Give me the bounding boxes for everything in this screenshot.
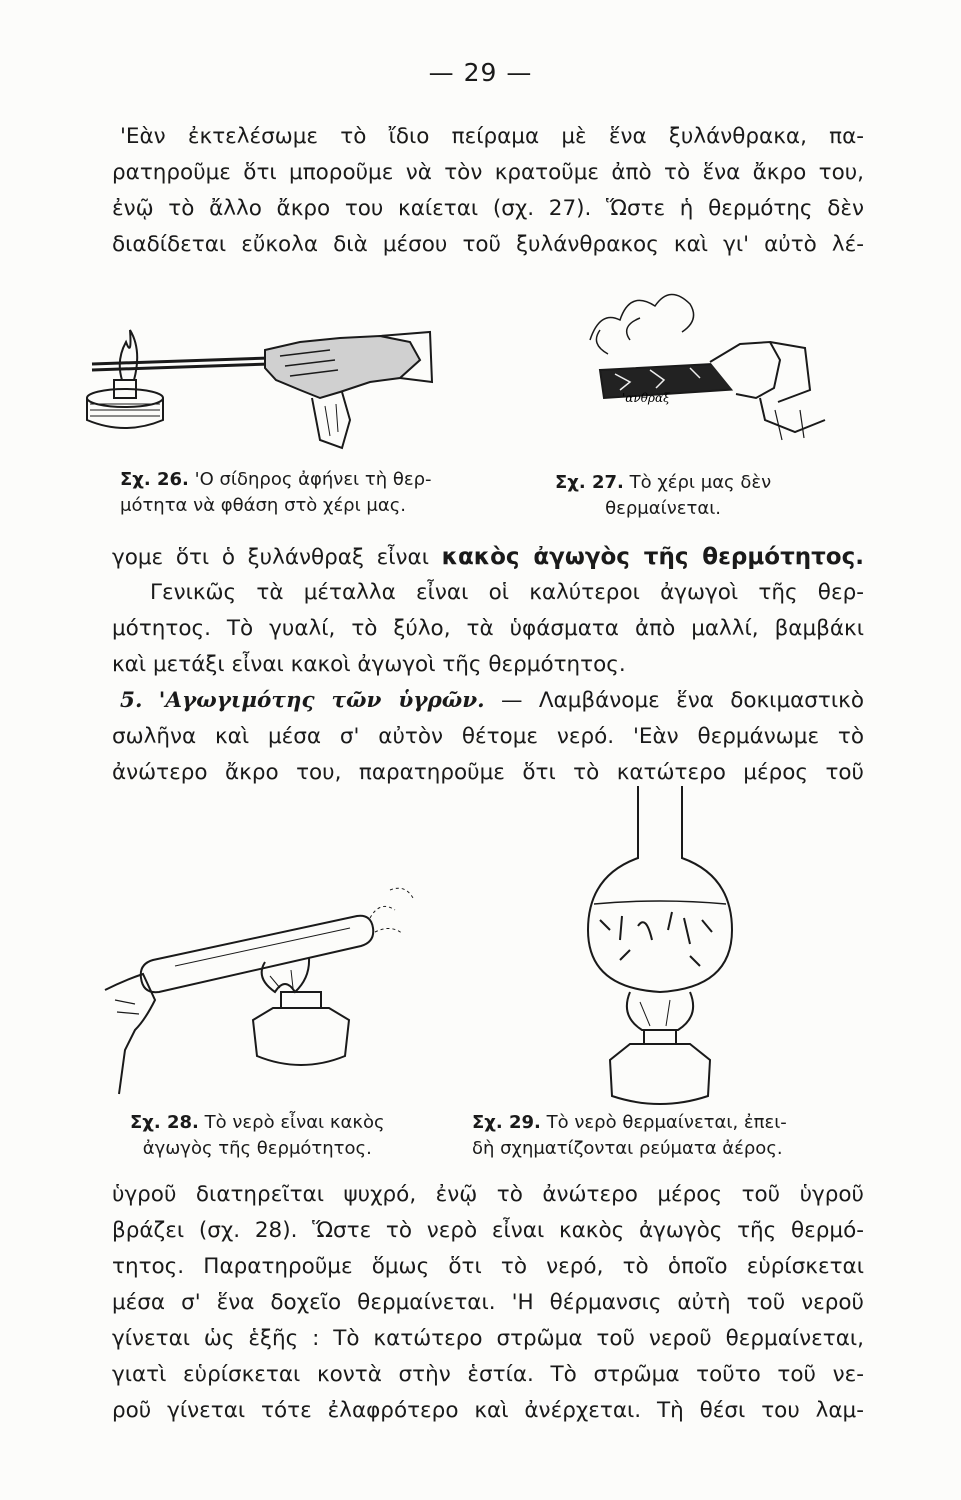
caption-figure-28 <box>130 1110 385 1162</box>
text-line: ἐνῷ τὸ ἄλλο ἄκρο του καίεται (σχ. 27). Ὥστε ἡ θερμότης δὲν <box>112 196 864 221</box>
caption-text: θερμαίνεται. <box>605 498 721 519</box>
caption-number: Σχ. 26. <box>120 469 189 490</box>
figure-27-charcoal-illustration <box>560 270 830 450</box>
text-line: γιατὶ εὑρίσκεται κοντὰ στὴν ἑστία. Τὸ στρῶμα τοῦτο τοῦ νε- <box>112 1362 864 1387</box>
text-line: 'Εὰν ἐκτελέσωμε τὸ ἴδιο πείραμα μὲ ἕνα ξυλάνθρακα, πα- <box>120 124 864 149</box>
text-line: γίνεται ὡς ἑξῆς : Τὸ κατώτερο στρῶμα τοῦ νεροῦ θερμαίνεται, <box>112 1326 864 1351</box>
figure-28-test-tube-illustration <box>95 880 425 1100</box>
caption-figure-29 <box>472 1110 787 1162</box>
figure-26-iron-rod-illustration <box>80 320 440 460</box>
text-line: μότητος. Τὸ γυαλί, τὸ ξύλο, τὰ ὑφάσματα ἀπὸ μαλλί, βαμβάκι <box>112 616 864 641</box>
caption-number: Σχ. 27. <box>555 472 624 493</box>
caption-figure-27 <box>555 470 771 522</box>
text-line: διαδίδεται εὔκολα διὰ μέσου τοῦ ξυλάνθρακος καὶ γι' αὐτὸ λέ- <box>112 232 864 257</box>
caption-text: μότητα νὰ φθάση στὸ χέρι μας. <box>120 495 407 516</box>
text-line: Γενικῶς τὰ μέταλλα εἶναι οἱ καλύτεροι ἀγωγοὶ τῆς θερ- <box>150 580 864 605</box>
caption-text: Τὸ νερὸ εἶναι κακὸς <box>204 1112 385 1133</box>
caption-number: Σχ. 28. <box>130 1112 199 1133</box>
text-line: ἀνώτερο ἄκρο του, παρατηροῦμε ὅτι τὸ κατώτερο μέρος τοῦ <box>112 760 864 785</box>
bold-phrase: κακὸς ἀγωγὸς τῆς θερμότητος. <box>441 544 864 570</box>
page-number: — 29 — <box>428 58 533 87</box>
text-span: γομε ὅτι ὁ ξυλάνθραξ εἶναι <box>112 545 429 570</box>
text-line: ροῦ γίνεται τότε ἐλαφρότερο καὶ ἀνέρχεται. Τὴ θέσι του λαμ- <box>112 1398 864 1423</box>
text-span: — Λαμβάνομε ἕνα δοκιμαστικὸ <box>501 688 864 713</box>
caption-text: Τὸ χέρι μας δὲν <box>629 472 772 493</box>
text-line <box>112 539 864 576</box>
text-line: μέσα σ' ἕνα δοχεῖο θερμαίνεται. 'Η θέρμανσις αὐτὴ τοῦ νεροῦ <box>112 1290 864 1315</box>
figure-27-label: 'ανθραξ <box>622 391 670 405</box>
text-line: σωλῆνα καὶ μέσα σ' αὐτὸν θέτομε νερό. 'Εὰν θερμάνωμε τὸ <box>112 724 864 749</box>
text-line: τητος. Παρατηροῦμε ὅμως ὅτι τὸ νερό, τὸ ὁποῖο εὑρίσκεται <box>112 1254 864 1279</box>
text-line: βράζει (σχ. 28). Ὥστε τὸ νερὸ εἶναι κακὸς ἀγωγὸς τῆς θερμό- <box>112 1218 864 1243</box>
caption-text: 'Ο σίδηρος ἀφήνει τὴ θερ- <box>194 469 432 490</box>
caption-text: ἀγωγὸς τῆς θερμότητος. <box>142 1138 372 1159</box>
text-line: καὶ μετάξι εἶναι κακοὶ ἀγωγοὶ τῆς θερμότητος. <box>112 652 626 677</box>
section-heading-line <box>120 683 864 719</box>
section-number: 5. <box>120 688 143 713</box>
caption-text: Τὸ νερὸ θερμαίνεται, ἐπει- <box>546 1112 787 1133</box>
text-line: ὑγροῦ διατηρεῖται ψυχρό, ἐνῷ τὸ ἀνώτερο μέρος τοῦ ὑγροῦ <box>112 1182 864 1207</box>
text-line: ρατηροῦμε ὅτι μποροῦμε νὰ τὸν κρατοῦμε ἀπὸ τὸ ἕνα ἄκρο του, <box>112 160 864 185</box>
section-title: 'Αγωγιμότης τῶν ὑγρῶν. <box>158 688 485 713</box>
caption-number: Σχ. 29. <box>472 1112 541 1133</box>
caption-figure-26 <box>120 467 432 519</box>
figure-29-flask-illustration <box>560 780 760 1110</box>
caption-text: δὴ σχηματίζονται ρεύματα ἀέρος. <box>472 1138 783 1159</box>
